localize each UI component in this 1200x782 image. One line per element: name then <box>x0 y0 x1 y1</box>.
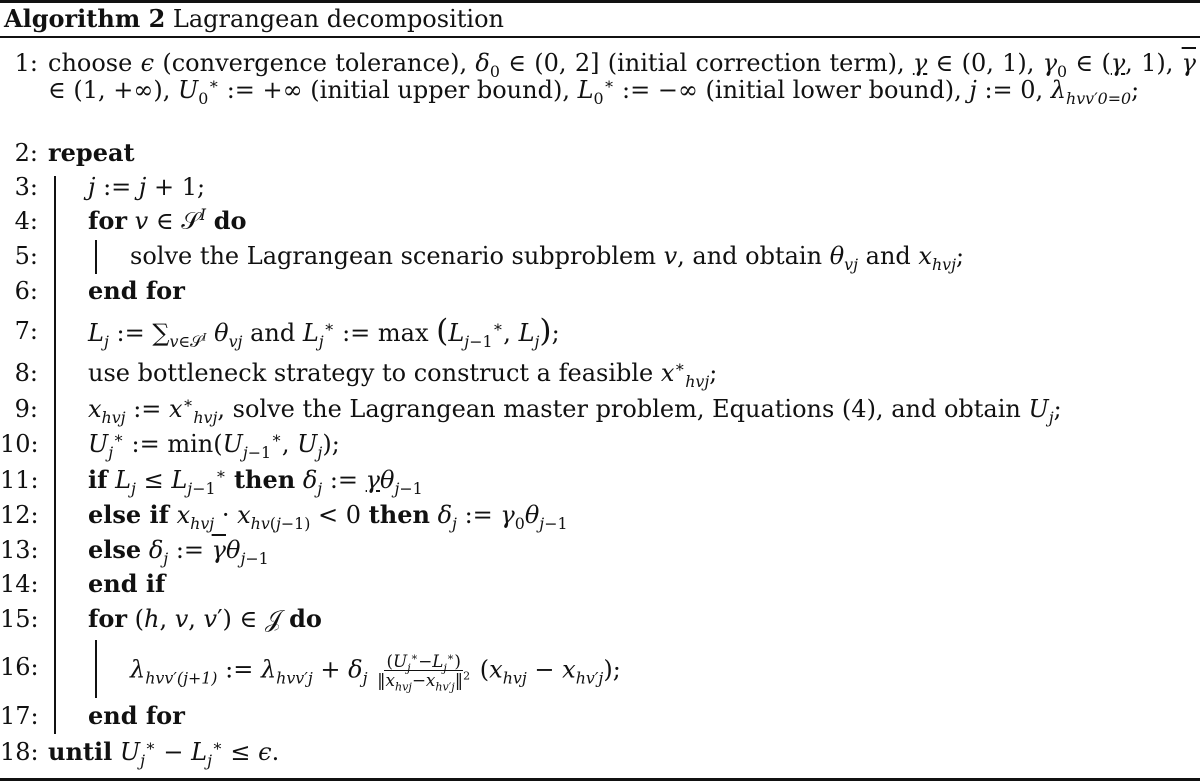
line-number: 3: <box>14 173 38 201</box>
line-number: 6: <box>14 277 38 305</box>
line-number: 14: <box>0 570 39 598</box>
line-7-content: $L_j$ := $\sum_{v\in 𝒮^I}$ $\theta_{vj}$ and $L_j^∗$ := $\max (L_{j-1}^∗$, $L_j$); <box>88 313 560 351</box>
bottom-rule <box>0 778 1200 781</box>
end-for-keyword: end for <box>88 701 185 730</box>
line-18-content: until $U_j^∗ - L_j^∗ \le \epsilon$. <box>48 736 280 770</box>
line-number: 17: <box>0 702 39 730</box>
line-11-content: if $L_j \le L_{j-1}^∗$ then $\delta_j$ := $\gamma\theta_{j-1}$ <box>88 464 423 498</box>
line-10-content: $U_j^∗$ := $\min(U_{j-1}^∗$, $U_j$); <box>88 428 340 462</box>
line-15-content: for (h, v, v′) ∈ 𝒥 do <box>88 604 322 633</box>
step-fraction: $\frac{(U_j^∗-L_j^∗)}{‖x_{hvj}-x_{hv'j}‖^2}$ <box>377 650 471 694</box>
line-number: 7: <box>14 317 38 345</box>
line-number: 10: <box>0 430 39 458</box>
line-number: 16: <box>0 653 39 681</box>
line-number: 4: <box>14 207 38 235</box>
for-block-bar-1 <box>95 240 97 274</box>
for-block-bar-2 <box>95 640 97 698</box>
line-16-content: $\lambda_{hvv'(j+1)}$ := $\lambda_{hvv'j} + \delta_j$ $\frac{(U_j^∗-L_j^∗)}{‖x_{hvj}-x_{hv'j}‖^2}$ $(x_{hvj} - x_{hv'j})$; <box>130 650 621 694</box>
algorithm-label: Algorithm 2 <box>4 4 166 33</box>
line-number: 11: <box>0 466 39 494</box>
top-rule <box>0 0 1200 3</box>
line-number: 9: <box>14 395 38 423</box>
line-8-content: use bottleneck strategy to construct a feasible $x^∗_{hvj}$; <box>88 357 718 391</box>
algorithm-title: Lagrangean decomposition <box>172 5 504 33</box>
line-12-content: else if $x_{hvj} \cdot x_{hv(j-1)} < 0$ then $\delta_j$ := $\gamma_0\theta_{j-1}$ <box>88 500 568 533</box>
repeat-keyword: repeat <box>48 138 135 167</box>
line-number: 1: <box>14 49 38 77</box>
end-if-keyword: end if <box>88 569 166 598</box>
line-3-content: j := j + 1; <box>88 173 206 201</box>
end-for-keyword: end for <box>88 276 185 305</box>
line-5-content: solve the Lagrangean scenario subproblem v, and obtain $\theta_{vj}$ and $x_{hvj}$; <box>130 242 965 274</box>
line-13-content: else $\delta_j$ := $\overline{\gamma}\theta_{j-1}$ <box>88 535 269 568</box>
line-number: 15: <box>0 605 39 633</box>
line-1-content: choose ϵ (convergence tolerance), $\delta_0$ ∈ (0, 2] (initial correction term), γ ∈ (0, 1), $\gamma_0$ ∈ (γ, 1), $\overline{\gamma}$ ∈ (1, +∞), $U_0^∗$ := +∞ (initial upper bound), $L_0^∗$ := −∞ (initial lower bound), j := 0, $\lambda_{hvv'0=0}$; <box>48 49 1196 108</box>
line-number: 13: <box>0 536 39 564</box>
line-number: 8: <box>14 359 38 387</box>
line-4-content: for v ∈ 𝒮$^I$ do <box>88 205 247 235</box>
line-9-content: $x_{hvj}$ := $x^∗_{hvj}$, solve the Lagrangean master problem, Equations (4), and obtain $U_j$; <box>88 393 1062 427</box>
line-number: 5: <box>14 242 38 270</box>
repeat-block-bar <box>54 176 56 734</box>
caption-rule <box>0 36 1200 38</box>
line-number: 18: <box>0 738 39 766</box>
algorithm-caption <box>4 4 504 34</box>
line-number: 12: <box>0 501 39 529</box>
line-number: 2: <box>14 139 38 167</box>
